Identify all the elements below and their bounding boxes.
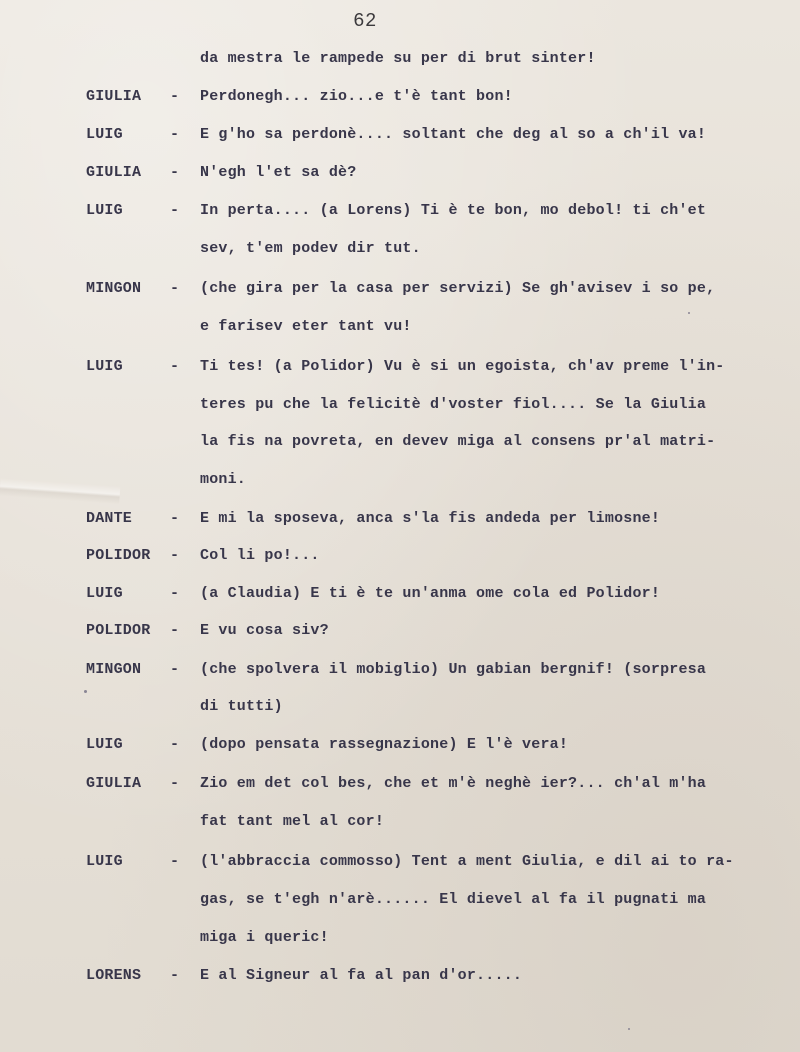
script-line xyxy=(0,280,800,310)
dialogue-dash: - xyxy=(170,126,180,143)
dialogue-text: N'egh l'et sa dè? xyxy=(200,164,357,181)
dialogue-dash: - xyxy=(170,585,180,602)
dialogue-text: Col li po!... xyxy=(200,547,320,564)
script-line xyxy=(0,433,800,463)
script-line xyxy=(0,929,800,959)
dialogue-text: gas, se t'egh n'arè...... El dievel al fa il pugnati ma xyxy=(200,891,707,908)
dialogue-text: E vu cosa siv? xyxy=(200,622,329,639)
script-line xyxy=(0,622,800,652)
script-line xyxy=(0,126,800,156)
script-line xyxy=(0,164,800,194)
dialogue-dash: - xyxy=(170,88,180,105)
dialogue-text: (che spolvera il mobiglio) Un gabian bergnif! (sorpresa xyxy=(200,661,707,678)
speaker-name: GIULIA xyxy=(86,164,142,181)
page-number: 62 xyxy=(353,10,377,32)
speaker-name: LORENS xyxy=(86,967,142,984)
dialogue-dash: - xyxy=(170,280,180,297)
script-line xyxy=(0,736,800,766)
dialogue-text: teres pu che la felicitè d'voster fiol.... Se la Giulia xyxy=(200,396,707,413)
dialogue-text: E g'ho sa perdonè.... soltant che deg al so a ch'il va! xyxy=(200,126,707,143)
script-line xyxy=(0,891,800,921)
dialogue-text: (dopo pensata rassegnazione) E l'è vera! xyxy=(200,736,569,753)
dialogue-text: E mi la sposeva, anca s'la fis andeda per limosne! xyxy=(200,510,661,527)
dialogue-dash: - xyxy=(170,775,180,792)
dialogue-text: Perdonegh... zio...e t'è tant bon! xyxy=(200,88,513,105)
script-line xyxy=(0,547,800,577)
dialogue-text: la fis na povreta, en devev miga al consens pr'al matri- xyxy=(200,433,716,450)
dialogue-text: (l'abbraccia commosso) Tent a ment Giulia, e dil ai to ra- xyxy=(200,853,734,870)
speaker-name: POLIDOR xyxy=(86,622,151,639)
speaker-name: GIULIA xyxy=(86,88,142,105)
dialogue-text: fat tant mel al cor! xyxy=(200,813,385,830)
script-line xyxy=(0,813,800,843)
dialogue-dash: - xyxy=(170,164,180,181)
dialogue-text: moni. xyxy=(200,471,247,488)
dialogue-dash: - xyxy=(170,547,180,564)
speaker-name: LUIG xyxy=(86,358,123,375)
script-line xyxy=(0,240,800,270)
dialogue-dash: - xyxy=(170,202,180,219)
dialogue-text: sev, t'em podev dir tut. xyxy=(200,240,421,257)
script-line xyxy=(0,698,800,728)
script-line xyxy=(0,88,800,118)
speaker-name: MINGON xyxy=(86,280,142,297)
dialogue-text: (a Claudia) E ti è te un'anma ome cola ed Polidor! xyxy=(200,585,661,602)
script-line xyxy=(0,661,800,691)
speaker-name: LUIG xyxy=(86,202,123,219)
dialogue-text: miga i queric! xyxy=(200,929,329,946)
speaker-name: LUIG xyxy=(86,853,123,870)
script-line xyxy=(0,396,800,426)
dialogue-text: Ti tes! (a Polidor) Vu è si un egoista, ch'av preme l'in- xyxy=(200,358,725,375)
dialogue-text: E al Signeur al fa al pan d'or..... xyxy=(200,967,523,984)
script-line xyxy=(0,775,800,805)
dialogue-dash: - xyxy=(170,661,180,678)
script-line xyxy=(0,510,800,540)
paper-speck xyxy=(688,312,690,314)
speaker-name: LUIG xyxy=(86,736,123,753)
dialogue-text: (che gira per la casa per servizi) Se gh'avisev i so pe, xyxy=(200,280,716,297)
script-line xyxy=(0,967,800,997)
dialogue-text: da mestra le rampede su per di brut sinter! xyxy=(200,50,596,67)
dialogue-dash: - xyxy=(170,853,180,870)
dialogue-dash: - xyxy=(170,510,180,527)
paper-speck xyxy=(628,1028,630,1030)
paper-speck xyxy=(84,690,87,693)
script-line xyxy=(0,50,800,80)
script-line xyxy=(0,471,800,501)
dialogue-text: di tutti) xyxy=(200,698,283,715)
speaker-name: POLIDOR xyxy=(86,547,151,564)
dialogue-dash: - xyxy=(170,967,180,984)
speaker-name: LUIG xyxy=(86,126,123,143)
speaker-name: MINGON xyxy=(86,661,142,678)
script-line xyxy=(0,358,800,388)
dialogue-text: e farisev eter tant vu! xyxy=(200,318,412,335)
dialogue-dash: - xyxy=(170,622,180,639)
script-line xyxy=(0,202,800,232)
speaker-name: GIULIA xyxy=(86,775,142,792)
dialogue-text: In perta.... (a Lorens) Ti è te bon, mo debol! ti ch'et xyxy=(200,202,707,219)
script-line xyxy=(0,853,800,883)
script-line xyxy=(0,585,800,615)
speaker-name: DANTE xyxy=(86,510,133,527)
dialogue-dash: - xyxy=(170,358,180,375)
dialogue-text: Zio em det col bes, che et m'è neghè ier?... ch'al m'ha xyxy=(200,775,707,792)
speaker-name: LUIG xyxy=(86,585,123,602)
dialogue-dash: - xyxy=(170,736,180,753)
script-line xyxy=(0,318,800,348)
